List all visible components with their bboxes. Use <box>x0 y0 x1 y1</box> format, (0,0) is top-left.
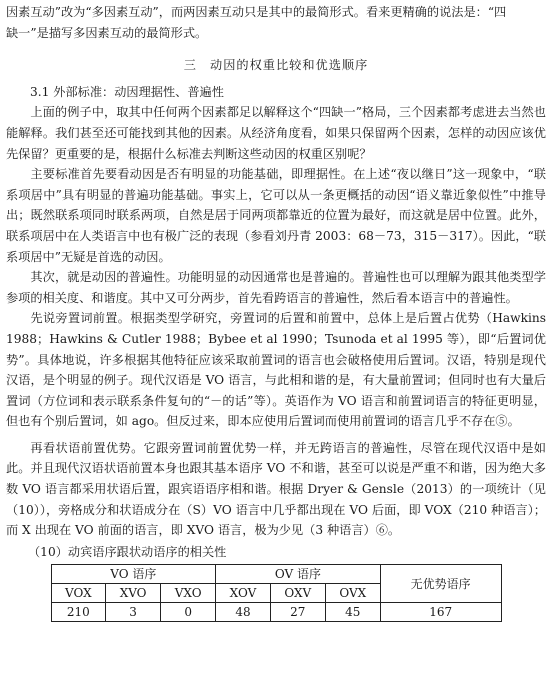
top-continuation-line-2: 缺一”是描写多因素互动的最简形式。 <box>6 25 208 40</box>
column-header: VOX <box>51 584 106 603</box>
top-continuation-line-1: 因素互动”改为“多因素互动”，而两因素互动只是其中的最简形式。看来更精确的说法是：“四 <box>6 5 507 19</box>
paragraph-1: 上面的例子中，取其中任何两个因素都足以解释这个“四缺一”格局，三个因素都考虑进去当然也能解释。我们甚至还可能找到其他的因素。从经济角度看，如果只保留两个因素，怎样的动因应该优先保留？更重要的是，根据什么标准去判断这些动因的权重区别呢？ <box>6 105 546 161</box>
paragraph-2: 主要标准首先要看动因是否有明显的功能基础，即理据性。在上述“夜以继日”这一现象中，“联系项居中”具有明显的普遍功能基础。事实上，它可以从一条更概括的动因“语义靠近象似性”中推导出；既然联系项同时联系两项，自然是居于同两项都靠近的位置为最好，而这就是居中位置。此外，联系项居中在人类语言中也有极广泛的表现（参看刘丹青 2003：68－73，315－317）。因此，“联系项居中”无疑是首选的动因。 <box>6 167 546 264</box>
table-cell: 167 <box>380 603 501 622</box>
paragraph-4: 先说旁置词前置。根据类型学研究，旁置词的后置和前置中，总体上是后置占优势（Hawkins 1988；Hawkins & Cutler 1988；Bybee et al 1990；Tsunoda et al 1995 等），即“后置词优势”。具体地说，许多根据其他特征应该采取前置词的语言也会破格使用后置词。汉语，特别是现代汉语，是个明显的例子。现代汉语是 VO 语言，与此相和谐的是，有大量前置词；但同时也有大量后置词（方位词和表示联系条件复句的“－的话”等）。英语作为 VO 语言和前置词语言的特征更明显，但也有个别后置词，如 ago。但反过来，即本应使用后置词而使用前置词的语言几乎不存在⑤。 <box>6 311 546 429</box>
column-header: OXV <box>270 584 325 603</box>
table-cell: 27 <box>270 603 325 622</box>
correlation-table <box>51 564 502 622</box>
table-cell: 48 <box>216 603 271 622</box>
table-header-row <box>51 565 501 584</box>
column-header: XOV <box>216 584 271 603</box>
column-header: VXO <box>161 584 216 603</box>
section-title: 三 动因的权重比较和优选顺序 <box>183 58 369 73</box>
no-dominant-order-header: 无优势语序 <box>380 565 501 603</box>
paragraph-5: 再看状语前置优势。它跟旁置词前置优势一样，并无跨语言的普遍性，尽管在现代汉语中是如此。并且现代汉语状语前置本身也跟其基本语序 VO 不和谐，甚至可以说是严重不和谐，因为绝大多数 VO 语言都采用状语后置，跟宾语语序相和谐。根据 Dryer & Gensle（2013）的一项统计（见（10）），旁格成分和状语成分在（S）VO 语言中几乎都出现在 VO 后面，即 VOX（210 种语言）；而 X 出现在 VO 前面的语言，即 XVO 语言，极为少见（3 种语言）⑥。 <box>6 440 546 538</box>
ov-order-header: OV 语序 <box>216 565 381 584</box>
table-row <box>51 603 501 622</box>
column-header: XVO <box>106 584 161 603</box>
table-cell: 210 <box>51 603 106 622</box>
table-cell: 45 <box>325 603 380 622</box>
vo-order-header: VO 语序 <box>51 565 216 584</box>
paragraph-3: 其次，就是动因的普遍性。功能明显的动因通常也是普遍的。普遍性也可以理解为跟其他类型学参项的相关度、和谐度。其中又可分两步，首先看跨语言的普遍性，然后看本语言中的普遍性。 <box>6 270 546 305</box>
table-caption: （10）动宾语序跟状动语序的相关性 <box>28 544 227 559</box>
column-header: OVX <box>325 584 380 603</box>
table-cell: 3 <box>106 603 161 622</box>
table-cell: 0 <box>161 603 216 622</box>
subsection-title: 3.1 外部标准：动因理据性、普遍性 <box>30 84 224 99</box>
